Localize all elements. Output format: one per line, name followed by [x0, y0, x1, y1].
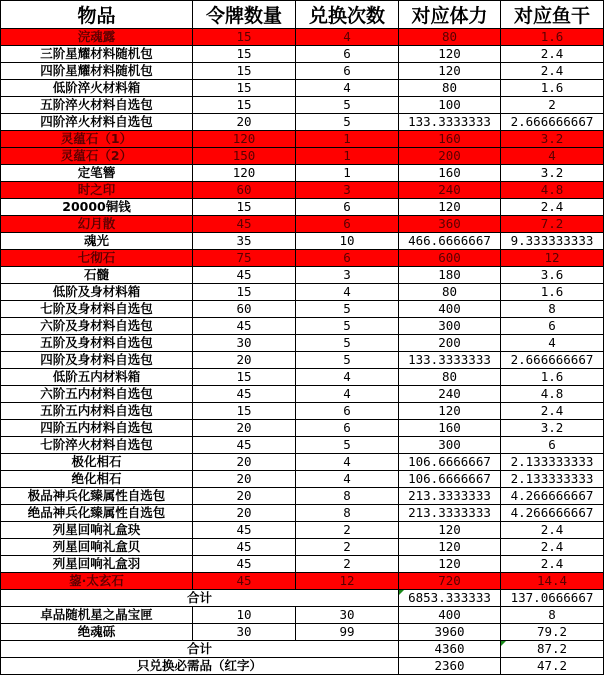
item-cell[interactable]: 列星回响礼盒贝 — [1, 539, 193, 556]
total-stamina-cell[interactable]: 6853.333333 — [399, 590, 501, 607]
exchange-times-cell[interactable]: 1 — [296, 148, 399, 165]
required-stamina-cell[interactable]: 2360 — [399, 658, 501, 675]
exchange-times-cell[interactable]: 4 — [296, 284, 399, 301]
exchange-times-cell[interactable]: 5 — [296, 318, 399, 335]
exchange-times-cell[interactable]: 3 — [296, 267, 399, 284]
total-fish-cell[interactable]: 87.2 — [501, 641, 604, 658]
fish-cell[interactable]: 4 — [501, 335, 604, 352]
token-count-cell[interactable]: 45 — [193, 556, 296, 573]
exchange-times-cell[interactable]: 5 — [296, 352, 399, 369]
stamina-cell[interactable]: 213.3333333 — [399, 505, 501, 522]
item-cell[interactable]: 幻月散 — [1, 216, 193, 233]
item-cell[interactable]: 列星回响礼盒羽 — [1, 556, 193, 573]
table-row — [1, 352, 604, 369]
token-count-cell[interactable]: 20 — [193, 352, 296, 369]
token-count-cell[interactable]: 60 — [193, 182, 296, 199]
table-row — [1, 488, 604, 505]
token-count-cell[interactable]: 20 — [193, 114, 296, 131]
token-count-cell[interactable]: 45 — [193, 267, 296, 284]
table-row — [1, 522, 604, 539]
table-row — [1, 607, 604, 624]
stamina-cell[interactable]: 360 — [399, 216, 501, 233]
token-count-cell[interactable]: 15 — [193, 46, 296, 63]
stamina-cell[interactable]: 120 — [399, 522, 501, 539]
token-count-cell[interactable]: 20 — [193, 420, 296, 437]
stamina-cell[interactable]: 106.6666667 — [399, 471, 501, 488]
exchange-times-cell[interactable]: 6 — [296, 199, 399, 216]
token-count-cell[interactable]: 45 — [193, 386, 296, 403]
required-total-label[interactable]: 只兑换必需品（红字） — [1, 658, 399, 675]
stamina-cell[interactable]: 133.3333333 — [399, 114, 501, 131]
exchange-times-cell[interactable]: 6 — [296, 63, 399, 80]
fish-cell[interactable]: 7.2 — [501, 216, 604, 233]
item-cell[interactable]: 六阶及身材料自选包 — [1, 318, 193, 335]
exchange-times-cell[interactable]: 5 — [296, 301, 399, 318]
exchange-times-cell[interactable]: 6 — [296, 46, 399, 63]
fish-cell[interactable]: 2.4 — [501, 199, 604, 216]
table-row — [1, 199, 604, 216]
exchange-times-cell[interactable]: 5 — [296, 97, 399, 114]
stamina-cell[interactable]: 240 — [399, 386, 501, 403]
stamina-cell[interactable]: 400 — [399, 607, 501, 624]
item-cell[interactable]: 四阶星耀材料随机包 — [1, 63, 193, 80]
stamina-cell[interactable]: 120 — [399, 199, 501, 216]
exchange-times-cell[interactable]: 8 — [296, 488, 399, 505]
exchange-times-cell[interactable]: 30 — [296, 607, 399, 624]
token-count-cell[interactable]: 30 — [193, 335, 296, 352]
fish-cell[interactable]: 2.133333333 — [501, 454, 604, 471]
table-row — [1, 284, 604, 301]
col-header-fish[interactable]: 对应鱼干 — [501, 1, 604, 29]
stamina-cell[interactable]: 300 — [399, 437, 501, 454]
table-row — [1, 131, 604, 148]
item-cell[interactable]: 四阶五内材料自选包 — [1, 420, 193, 437]
item-cell[interactable]: 绝化相石 — [1, 471, 193, 488]
table-row — [1, 29, 604, 46]
table-row — [1, 335, 604, 352]
token-count-cell[interactable]: 45 — [193, 216, 296, 233]
item-cell[interactable]: 低阶及身材料箱 — [1, 284, 193, 301]
stamina-cell[interactable]: 3960 — [399, 624, 501, 641]
item-cell[interactable]: 定笔簪 — [1, 165, 193, 182]
required-fish-cell[interactable]: 47.2 — [501, 658, 604, 675]
exchange-times-cell[interactable]: 2 — [296, 539, 399, 556]
stamina-cell[interactable]: 240 — [399, 182, 501, 199]
col-header-stamina[interactable]: 对应体力 — [399, 1, 501, 29]
table-row — [1, 420, 604, 437]
fish-cell[interactable]: 3.2 — [501, 165, 604, 182]
stamina-cell[interactable]: 120 — [399, 403, 501, 420]
fish-cell[interactable]: 2.4 — [501, 403, 604, 420]
item-cell[interactable]: 三阶星耀材料随机包 — [1, 46, 193, 63]
item-cell[interactable]: 四阶及身材料自选包 — [1, 352, 193, 369]
stamina-cell[interactable]: 160 — [399, 165, 501, 182]
exchange-times-cell[interactable]: 2 — [296, 556, 399, 573]
stamina-cell[interactable]: 120 — [399, 63, 501, 80]
exchange-times-cell[interactable]: 2 — [296, 522, 399, 539]
table-row — [1, 233, 604, 250]
table-row — [1, 505, 604, 522]
exchange-times-cell[interactable]: 10 — [296, 233, 399, 250]
table-row — [1, 437, 604, 454]
fish-cell[interactable]: 3.2 — [501, 420, 604, 437]
stamina-cell[interactable]: 120 — [399, 556, 501, 573]
stamina-cell[interactable]: 120 — [399, 46, 501, 63]
item-cell[interactable]: 列星回响礼盒玦 — [1, 522, 193, 539]
table-row — [1, 369, 604, 386]
exchange-times-cell[interactable]: 4 — [296, 369, 399, 386]
exchange-times-cell[interactable]: 4 — [296, 80, 399, 97]
fish-cell[interactable]: 2.133333333 — [501, 471, 604, 488]
exchange-times-cell[interactable]: 8 — [296, 505, 399, 522]
token-count-cell[interactable]: 45 — [193, 437, 296, 454]
total-fish-cell[interactable]: 137.0666667 — [501, 590, 604, 607]
token-count-cell[interactable]: 20 — [193, 488, 296, 505]
item-cell[interactable]: 石髓 — [1, 267, 193, 284]
table-row — [1, 454, 604, 471]
stamina-cell[interactable]: 720 — [399, 573, 501, 590]
total-label[interactable]: 合计 — [1, 590, 399, 607]
token-count-cell[interactable]: 120 — [193, 131, 296, 148]
stamina-cell[interactable]: 600 — [399, 250, 501, 267]
required-total-row — [1, 658, 604, 675]
fish-cell[interactable]: 4.8 — [501, 182, 604, 199]
total-stamina-cell[interactable]: 4360 — [399, 641, 501, 658]
exchange-times-cell[interactable]: 5 — [296, 114, 399, 131]
table-row — [1, 471, 604, 488]
token-count-cell[interactable]: 60 — [193, 301, 296, 318]
item-cell[interactable]: 绝魂砾 — [1, 624, 193, 641]
token-count-cell[interactable]: 20 — [193, 505, 296, 522]
stamina-cell[interactable]: 106.6666667 — [399, 454, 501, 471]
token-count-cell[interactable]: 10 — [193, 607, 296, 624]
fish-cell[interactable]: 1.6 — [501, 29, 604, 46]
token-count-cell[interactable]: 20 — [193, 454, 296, 471]
item-cell[interactable]: 灵蕴石（2） — [1, 148, 193, 165]
table-row — [1, 182, 604, 199]
token-count-cell[interactable]: 45 — [193, 318, 296, 335]
exchange-times-cell[interactable]: 4 — [296, 471, 399, 488]
table-row — [1, 165, 604, 182]
total-row — [1, 641, 604, 658]
token-count-cell[interactable]: 15 — [193, 403, 296, 420]
table-row — [1, 539, 604, 556]
item-cell[interactable]: 极品神兵化臻属性自选包 — [1, 488, 193, 505]
token-count-cell[interactable]: 15 — [193, 369, 296, 386]
item-cell[interactable]: 七阶及身材料自选包 — [1, 301, 193, 318]
token-count-cell[interactable]: 15 — [193, 29, 296, 46]
stamina-cell[interactable]: 300 — [399, 318, 501, 335]
token-count-cell[interactable]: 15 — [193, 80, 296, 97]
token-count-cell[interactable]: 15 — [193, 199, 296, 216]
item-cell[interactable]: 鋆·太玄石 — [1, 573, 193, 590]
item-cell[interactable]: 灵蕴石（1） — [1, 131, 193, 148]
stamina-cell[interactable]: 120 — [399, 539, 501, 556]
fish-cell[interactable]: 1.6 — [501, 80, 604, 97]
stamina-cell[interactable]: 213.3333333 — [399, 488, 501, 505]
table-row — [1, 301, 604, 318]
exchange-times-cell[interactable]: 12 — [296, 573, 399, 590]
item-cell[interactable]: 低阶五内材料箱 — [1, 369, 193, 386]
fish-cell[interactable]: 2.4 — [501, 522, 604, 539]
item-cell[interactable]: 极化相石 — [1, 454, 193, 471]
exchange-times-cell[interactable]: 3 — [296, 182, 399, 199]
stamina-cell[interactable]: 133.3333333 — [399, 352, 501, 369]
stamina-cell[interactable]: 80 — [399, 80, 501, 97]
item-cell[interactable]: 绝品神兵化臻属性自选包 — [1, 505, 193, 522]
item-cell[interactable]: 七彻石 — [1, 250, 193, 267]
total-label[interactable]: 合计 — [1, 641, 399, 658]
fish-cell[interactable]: 4.8 — [501, 386, 604, 403]
table-row — [1, 97, 604, 114]
fish-cell[interactable]: 2.4 — [501, 63, 604, 80]
token-count-cell[interactable]: 75 — [193, 250, 296, 267]
stamina-cell[interactable]: 80 — [399, 29, 501, 46]
item-cell[interactable]: 时之印 — [1, 182, 193, 199]
fish-cell[interactable]: 3.2 — [501, 131, 604, 148]
header-row — [1, 1, 604, 29]
fish-cell[interactable]: 2.4 — [501, 556, 604, 573]
stamina-cell[interactable]: 80 — [399, 369, 501, 386]
token-count-cell[interactable]: 15 — [193, 97, 296, 114]
item-cell[interactable]: 四阶淬火材料自选包 — [1, 114, 193, 131]
fish-cell[interactable]: 4.266666667 — [501, 488, 604, 505]
exchange-times-cell[interactable]: 4 — [296, 454, 399, 471]
item-cell[interactable]: 六阶五内材料自选包 — [1, 386, 193, 403]
exchange-times-cell[interactable]: 4 — [296, 29, 399, 46]
table-row — [1, 318, 604, 335]
table-row — [1, 386, 604, 403]
table-body — [1, 29, 604, 675]
table-row — [1, 573, 604, 590]
fish-cell[interactable]: 2.666666667 — [501, 352, 604, 369]
fish-cell[interactable]: 4 — [501, 148, 604, 165]
stamina-cell[interactable]: 80 — [399, 284, 501, 301]
item-cell[interactable]: 卓品随机星之晶宝匣 — [1, 607, 193, 624]
fish-cell[interactable]: 12 — [501, 250, 604, 267]
token-count-cell[interactable]: 20 — [193, 471, 296, 488]
col-header-exchange-times[interactable]: 兑换次数 — [296, 1, 399, 29]
fish-cell[interactable]: 1.6 — [501, 369, 604, 386]
item-cell[interactable]: 五阶五内材料自选包 — [1, 403, 193, 420]
table-row — [1, 46, 604, 63]
token-count-cell[interactable]: 15 — [193, 284, 296, 301]
exchange-times-cell[interactable]: 6 — [296, 420, 399, 437]
col-header-token-count[interactable]: 令牌数量 — [193, 1, 296, 29]
table-row — [1, 403, 604, 420]
fish-cell[interactable]: 8 — [501, 301, 604, 318]
exchange-times-cell[interactable]: 5 — [296, 335, 399, 352]
token-count-cell[interactable]: 45 — [193, 522, 296, 539]
exchange-times-cell[interactable]: 6 — [296, 216, 399, 233]
token-count-cell[interactable]: 45 — [193, 539, 296, 556]
table-row — [1, 216, 604, 233]
fish-cell[interactable]: 6 — [501, 318, 604, 335]
table-row — [1, 267, 604, 284]
stamina-cell[interactable]: 400 — [399, 301, 501, 318]
token-count-cell[interactable]: 30 — [193, 624, 296, 641]
table-row — [1, 114, 604, 131]
item-cell[interactable]: 浣魂露 — [1, 29, 193, 46]
item-cell[interactable]: 20000铜钱 — [1, 199, 193, 216]
stamina-cell[interactable]: 200 — [399, 148, 501, 165]
item-cell[interactable]: 五阶淬火材料自选包 — [1, 97, 193, 114]
fish-cell[interactable]: 9.333333333 — [501, 233, 604, 250]
stamina-cell[interactable]: 160 — [399, 131, 501, 148]
item-cell[interactable]: 魂光 — [1, 233, 193, 250]
token-count-cell[interactable]: 150 — [193, 148, 296, 165]
stamina-cell[interactable]: 160 — [399, 420, 501, 437]
table-row — [1, 148, 604, 165]
token-count-cell[interactable]: 15 — [193, 63, 296, 80]
fish-cell[interactable]: 2.4 — [501, 46, 604, 63]
stamina-cell[interactable]: 200 — [399, 335, 501, 352]
stamina-cell[interactable]: 180 — [399, 267, 501, 284]
table-row — [1, 556, 604, 573]
table-row — [1, 80, 604, 97]
fish-cell[interactable]: 1.6 — [501, 284, 604, 301]
col-header-item[interactable]: 物品 — [1, 1, 193, 29]
table-row — [1, 63, 604, 80]
fish-cell[interactable]: 2.4 — [501, 539, 604, 556]
token-count-cell[interactable]: 120 — [193, 165, 296, 182]
fish-cell[interactable]: 6 — [501, 437, 604, 454]
exchange-times-cell[interactable]: 5 — [296, 437, 399, 454]
fish-cell[interactable]: 2 — [501, 97, 604, 114]
exchange-times-cell[interactable]: 99 — [296, 624, 399, 641]
exchange-times-cell[interactable]: 6 — [296, 403, 399, 420]
fish-cell[interactable]: 2.666666667 — [501, 114, 604, 131]
exchange-times-cell[interactable]: 1 — [296, 165, 399, 182]
token-count-cell[interactable]: 45 — [193, 573, 296, 590]
item-cell[interactable]: 七阶淬火材料自选包 — [1, 437, 193, 454]
fish-cell[interactable]: 14.4 — [501, 573, 604, 590]
stamina-cell[interactable]: 466.6666667 — [399, 233, 501, 250]
item-cell[interactable]: 五阶及身材料自选包 — [1, 335, 193, 352]
fish-cell[interactable]: 8 — [501, 607, 604, 624]
exchange-times-cell[interactable]: 1 — [296, 131, 399, 148]
token-count-cell[interactable]: 35 — [193, 233, 296, 250]
item-cell[interactable]: 低阶淬火材料箱 — [1, 80, 193, 97]
fish-cell[interactable]: 79.2 — [501, 624, 604, 641]
total-row — [1, 590, 604, 607]
stamina-cell[interactable]: 100 — [399, 97, 501, 114]
fish-cell[interactable]: 4.266666667 — [501, 505, 604, 522]
table-row — [1, 250, 604, 267]
exchange-times-cell[interactable]: 6 — [296, 250, 399, 267]
exchange-times-cell[interactable]: 4 — [296, 386, 399, 403]
fish-cell[interactable]: 3.6 — [501, 267, 604, 284]
